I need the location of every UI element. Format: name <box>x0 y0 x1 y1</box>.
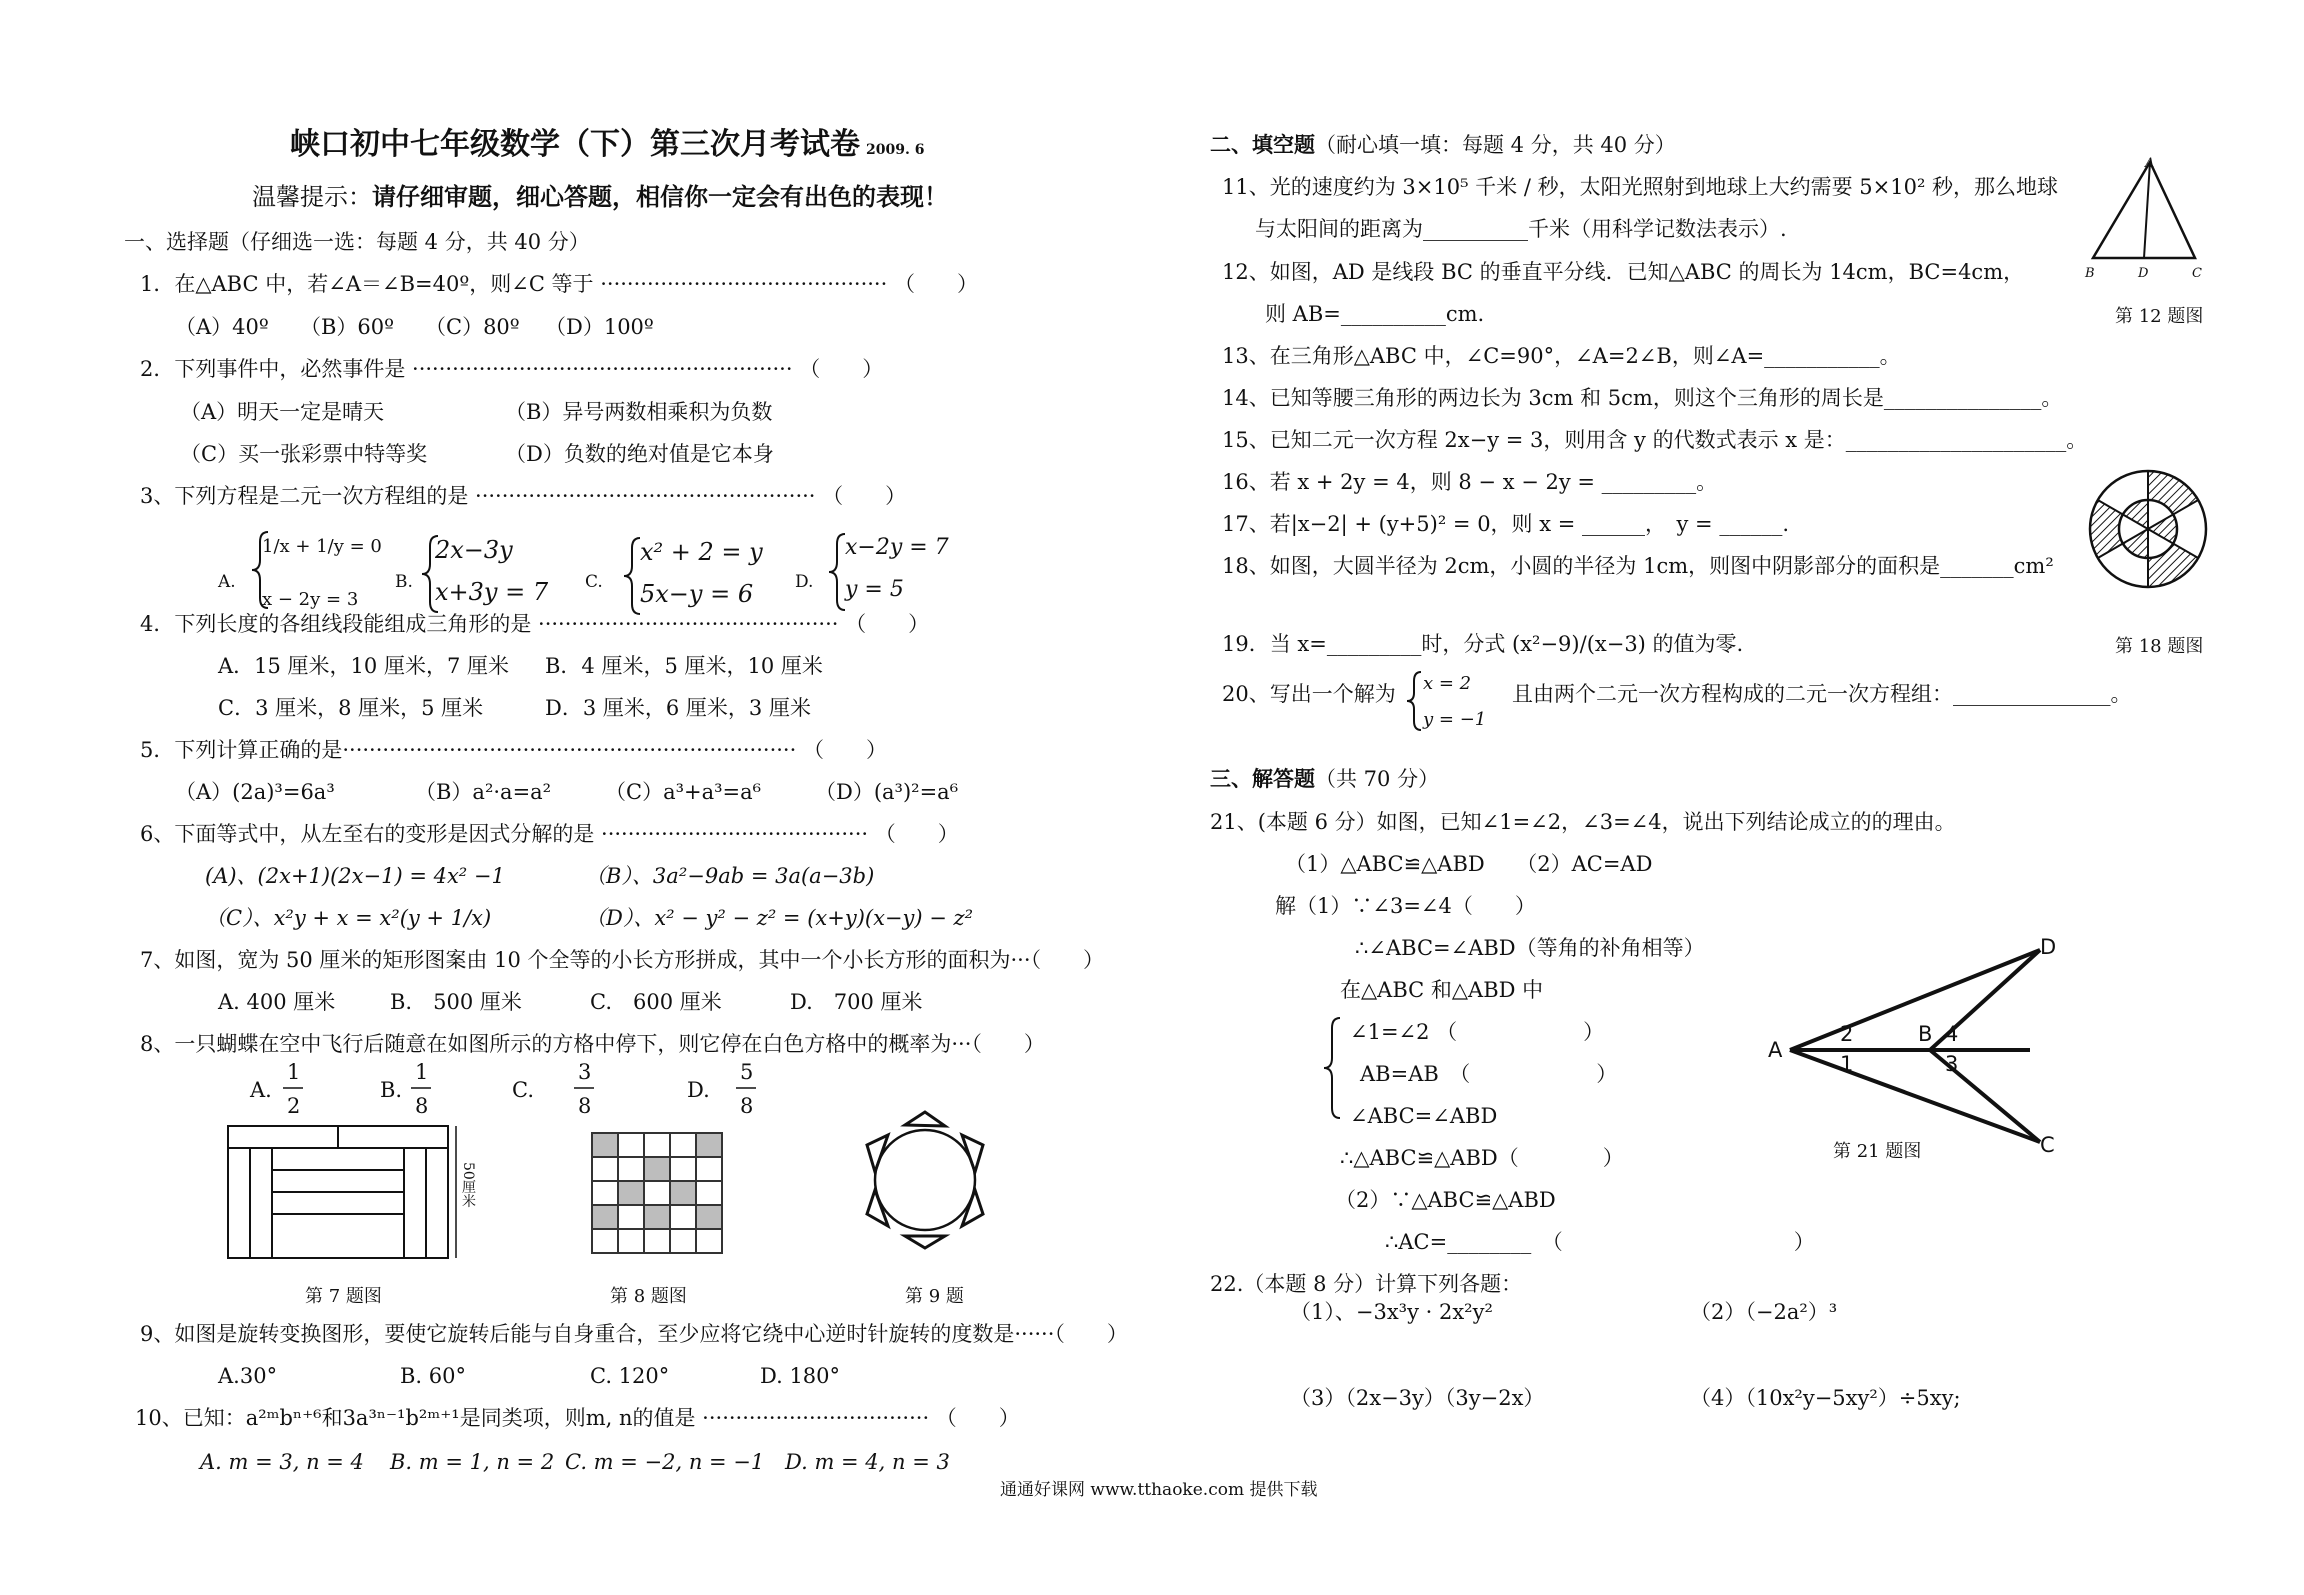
q22-item-1: （1）、−3x³y · 2x²y² <box>1290 1300 1493 1324</box>
q4-opt-c: C．3 厘米，8 厘米，5 厘米 <box>218 696 484 720</box>
q3-label-a: A. <box>218 572 236 592</box>
q3-label-d: D. <box>795 572 814 592</box>
section3-heading: 三、解答题（共 70 分） <box>1210 766 1440 791</box>
q8-label-c: C. <box>512 1078 534 1102</box>
fig21-caption: 第 21 题图 <box>1833 1141 1922 1162</box>
q3-d-line2: y = 5 <box>845 577 904 602</box>
q3-label-b: B. <box>395 572 413 592</box>
q5-opt-a: （A）(2a)³=6a³ <box>175 780 335 804</box>
q10-opt-a: A. m = 3, n = 4 <box>200 1450 364 1474</box>
section1-heading: 一、选择题（仔细选一选：每题 4 分，共 40 分） <box>124 230 590 254</box>
q2-stem: 2．下列事件中，必然事件是 ························································· （ ） <box>140 357 884 381</box>
q6-opt-a: (A)、(2x+1)(2x−1) = 4x² −1 <box>205 864 505 888</box>
q1-opt-b: （B）60º <box>300 315 395 339</box>
q8-frac-c-num: 3 <box>578 1060 592 1084</box>
q8-label-d: D. <box>687 1078 710 1102</box>
fig12-label-a: A <box>2145 156 2155 171</box>
q16: 16、若 x + 2y = 4，则 8 − x − 2y = _________。 <box>1222 470 1718 494</box>
q21-sol-7: ∴△ABC≌△ABD（ ） <box>1340 1146 1624 1170</box>
q1-opt-a: （A）40º <box>175 315 269 339</box>
q5-opt-c: （C）a³+a³=a⁶ <box>605 780 762 804</box>
q21-sol-3: 在△ABC 和△ABD 中 <box>1340 978 1544 1002</box>
q3-label-c: C. <box>585 572 603 592</box>
fig21-label-d: D <box>2040 935 2057 959</box>
q4-opt-d: D．3 厘米，6 厘米，3 厘米 <box>545 696 811 720</box>
q8-frac-d-den: 8 <box>740 1094 754 1118</box>
q6-opt-d: （D）、x² − y² − z² = (x+y)(x−y) − z² <box>585 906 974 930</box>
q8-frac-c-den: 8 <box>578 1094 592 1118</box>
q9-opt-d: D. 180° <box>760 1364 841 1388</box>
q10-opt-d: D. m = 4, n = 3 <box>785 1450 950 1474</box>
fig12-label-c: C <box>2192 266 2202 281</box>
q21-sol-9: ∴AC=________ （ ） <box>1385 1230 1815 1254</box>
q6-stem: 6、下面等式中，从左至右的变形是因式分解的是 ········································ （ ） <box>140 822 959 846</box>
fig18-caption: 第 18 题图 <box>2115 636 2204 657</box>
q8-frac-d-num: 5 <box>740 1060 754 1084</box>
q1-opt-c: （C）80º <box>425 315 520 339</box>
q7-opt-b: B. 500 厘米 <box>390 990 522 1014</box>
footer-source: 通通好课网 www.tthaoke.com 提供下载 <box>1000 1480 1318 1500</box>
q21-sol-5: AB=AB （ ） <box>1360 1062 1618 1086</box>
q12-line1: 12、如图，AD 是线段 BC 的垂直平分线．已知△ABC 的周长为 14cm，BC=4cm， <box>1222 260 2025 284</box>
section2-heading: 二、填空题（耐心填一填：每题 4 分，共 40 分） <box>1210 132 1676 157</box>
q19: 19．当 x=_________时，分式 (x²−9)/(x−3) 的值为零. <box>1222 632 1744 656</box>
q21-sol-8: （2）∵△ABC≌△ABD <box>1335 1188 1556 1212</box>
q5-stem: 5．下列计算正确的是···································································· （ ） <box>140 738 887 762</box>
q2-opt-b: （B）异号两数相乘积为负数 <box>505 400 773 424</box>
q8-label-b: B. <box>380 1078 403 1102</box>
tip-line: 温馨提示：请仔细审题，细心答题，相信你一定会有出色的表现！ <box>252 182 948 211</box>
q3-c-line1: x² + 2 = y <box>640 538 763 566</box>
q3-c-line2: 5x−y = 6 <box>640 580 754 608</box>
q21-parts: （1）△ABC≌△ABD （2）AC=AD <box>1285 852 1653 876</box>
q6-opt-c: （C）、x²y + x = x²(y + 1/x) <box>205 906 492 930</box>
fig21-label-3: 3 <box>1945 1052 1959 1076</box>
fig21-label-b: B <box>1918 1022 1933 1046</box>
q11-line1: 11、光的速度约为 3×10⁵ 千米 / 秒，太阳光照射到地球上大约需要 5×10² 秒，那么地球 <box>1222 175 2059 199</box>
q7-stem: 7、如图，宽为 50 厘米的矩形图案由 10 个全等的小长方形拼成，其中一个小长方形的面积为···（ ） <box>140 948 1105 972</box>
q21-sol-1: 解（1）∵∠3=∠4（ ） <box>1275 894 1536 918</box>
q8-label-a: A. <box>250 1078 272 1102</box>
q10-stem: 10、已知：a²ᵐbⁿ⁺⁶和3a³ⁿ⁻¹b²ᵐ⁺¹是同类项，则m, n的值是 ·································· （ ） <box>135 1406 1020 1430</box>
q2-opt-c: （C）买一张彩票中特等奖 <box>180 442 428 466</box>
q3-b-line2: x+3y = 7 <box>435 578 549 606</box>
q21-stem: 21、(本题 6 分）如图，已知∠1=∠2，∠3=∠4，说出下列结论成立的的理由。 <box>1210 810 1956 834</box>
q20-sys-line2: y = −1 <box>1423 709 1487 730</box>
q3-a-line2: x − 2y = 3 <box>262 589 359 610</box>
q21-sol-6: ∠ABC=∠ABD <box>1350 1104 1498 1128</box>
fig12-caption: 第 12 题图 <box>2115 306 2204 327</box>
fig12-label-b: B <box>2085 266 2095 281</box>
q22-stem: 22.（本题 8 分）计算下列各题： <box>1210 1272 1523 1296</box>
q13: 13、在三角形△ABC 中，∠C=90°，∠A=2∠B，则∠A=___________。 <box>1222 344 1901 368</box>
q3-d-line1: x−2y = 7 <box>845 535 949 560</box>
q20-pre: 20、写出一个解为 <box>1222 682 1396 706</box>
q1-stem: 1．在△ABC 中，若∠A＝∠B=40º，则∠C 等于 ··········································· （ ） <box>140 272 978 296</box>
q4-opt-b: B．4 厘米，5 厘米，10 厘米 <box>545 654 823 678</box>
fig7-width-label: 50厘米 <box>460 1162 476 1208</box>
q8-frac-b-num: 1 <box>415 1060 429 1084</box>
fig12-label-d: D <box>2138 266 2149 281</box>
page-title: 峡口初中七年级数学（下）第三次月考试卷 2009. 6 <box>290 127 925 162</box>
q3-b-line1: 2x−3y <box>435 536 513 564</box>
q5-opt-d: （D）(a³)²=a⁶ <box>815 780 959 804</box>
q7-opt-a: A. 400 厘米 <box>218 990 336 1014</box>
q3-stem: 3、下列方程是二元一次方程组的是 ··················································· （ ） <box>140 484 907 508</box>
q5-opt-b: （B）a²·a=a² <box>415 780 552 804</box>
fig21-label-a: A <box>1768 1038 1783 1062</box>
q10-opt-b: B. m = 1, n = 2 <box>390 1450 555 1474</box>
q18: 18、如图，大圆半径为 2cm，小圆的半径为 1cm，则图中阴影部分的面积是_______cm² <box>1222 554 2054 578</box>
q3-a-line1: 1/x + 1/y = 0 <box>262 536 382 557</box>
q1-opt-d: （D）100º <box>545 315 654 339</box>
q14: 14、已知等腰三角形的两边长为 3cm 和 5cm，则这个三角形的周长是_______________。 <box>1222 386 2063 410</box>
q2-opt-d: （D）负数的绝对值是它本身 <box>505 442 774 466</box>
q6-opt-b: （B）、3a²−9ab = 3a(a−3b) <box>585 864 875 888</box>
q12-line2: 则 AB=__________cm. <box>1265 302 1485 326</box>
q9-stem: 9、如图是旋转变换图形，要使它旋转后能与自身重合，至少应将它绕中心逆时针旋转的度数是······（ ） <box>140 1322 1128 1346</box>
fig8-caption: 第 8 题图 <box>610 1286 687 1307</box>
fig21-label-c: C <box>2040 1133 2055 1157</box>
q8-frac-b-den: 8 <box>415 1094 429 1118</box>
q8-stem: 8、一只蝴蝶在空中飞行后随意在如图所示的方格中停下，则它停在白色方格中的概率为···（ ） <box>140 1032 1045 1056</box>
q15: 15、已知二元一次方程 2x−y = 3，则用含 y 的代数式表示 x 是：_____________________。 <box>1222 428 2088 452</box>
q21-sol-4: ∠1=∠2 （ ） <box>1350 1020 1605 1044</box>
q4-opt-a: A．15 厘米，10 厘米，7 厘米 <box>218 654 509 678</box>
q21-sol-2: ∴∠ABC=∠ABD（等角的补角相等） <box>1355 936 1705 960</box>
q7-opt-d: D. 700 厘米 <box>790 990 923 1014</box>
q8-frac-a-num: 1 <box>287 1060 301 1084</box>
q20-post: 且由两个二元一次方程构成的二元一次方程组：_______________。 <box>1512 682 2132 706</box>
fig21-label-4: 4 <box>1945 1022 1959 1046</box>
q22-item-4: （4）（10x²y−5xy²）÷5xy; <box>1690 1386 1961 1410</box>
q2-opt-a: （A）明天一定是晴天 <box>180 400 385 424</box>
fig21-label-1: 1 <box>1840 1052 1854 1076</box>
q9-opt-c: C. 120° <box>590 1364 670 1388</box>
q11-line2: 与太阳间的距离为__________千米（用科学记数法表示）. <box>1255 217 1787 241</box>
q20-sys-line1: x = 2 <box>1423 673 1472 694</box>
q10-opt-c: C. m = −2, n = −1 <box>565 1450 765 1474</box>
q4-stem: 4．下列长度的各组线段能组成三角形的是 ············································· （ ） <box>140 612 930 636</box>
q7-opt-c: C. 600 厘米 <box>590 990 722 1014</box>
fig9-caption: 第 9 题 <box>905 1286 964 1307</box>
q22-item-3: （3）（2x−3y）（3y−2x） <box>1290 1386 1545 1410</box>
fig7-caption: 第 7 题图 <box>305 1286 382 1307</box>
q17: 17、若|x−2| + (y+5)² = 0，则 x = ______， y = ______. <box>1222 512 1789 536</box>
fig21-label-2: 2 <box>1840 1022 1854 1046</box>
q9-opt-b: B. 60° <box>400 1364 467 1388</box>
q9-opt-a: A.30° <box>218 1364 278 1388</box>
q8-frac-a-den: 2 <box>287 1094 301 1118</box>
q22-item-2: （2）（−2a²）³ <box>1690 1300 1838 1324</box>
exam-date: 2009. 6 <box>866 142 925 158</box>
